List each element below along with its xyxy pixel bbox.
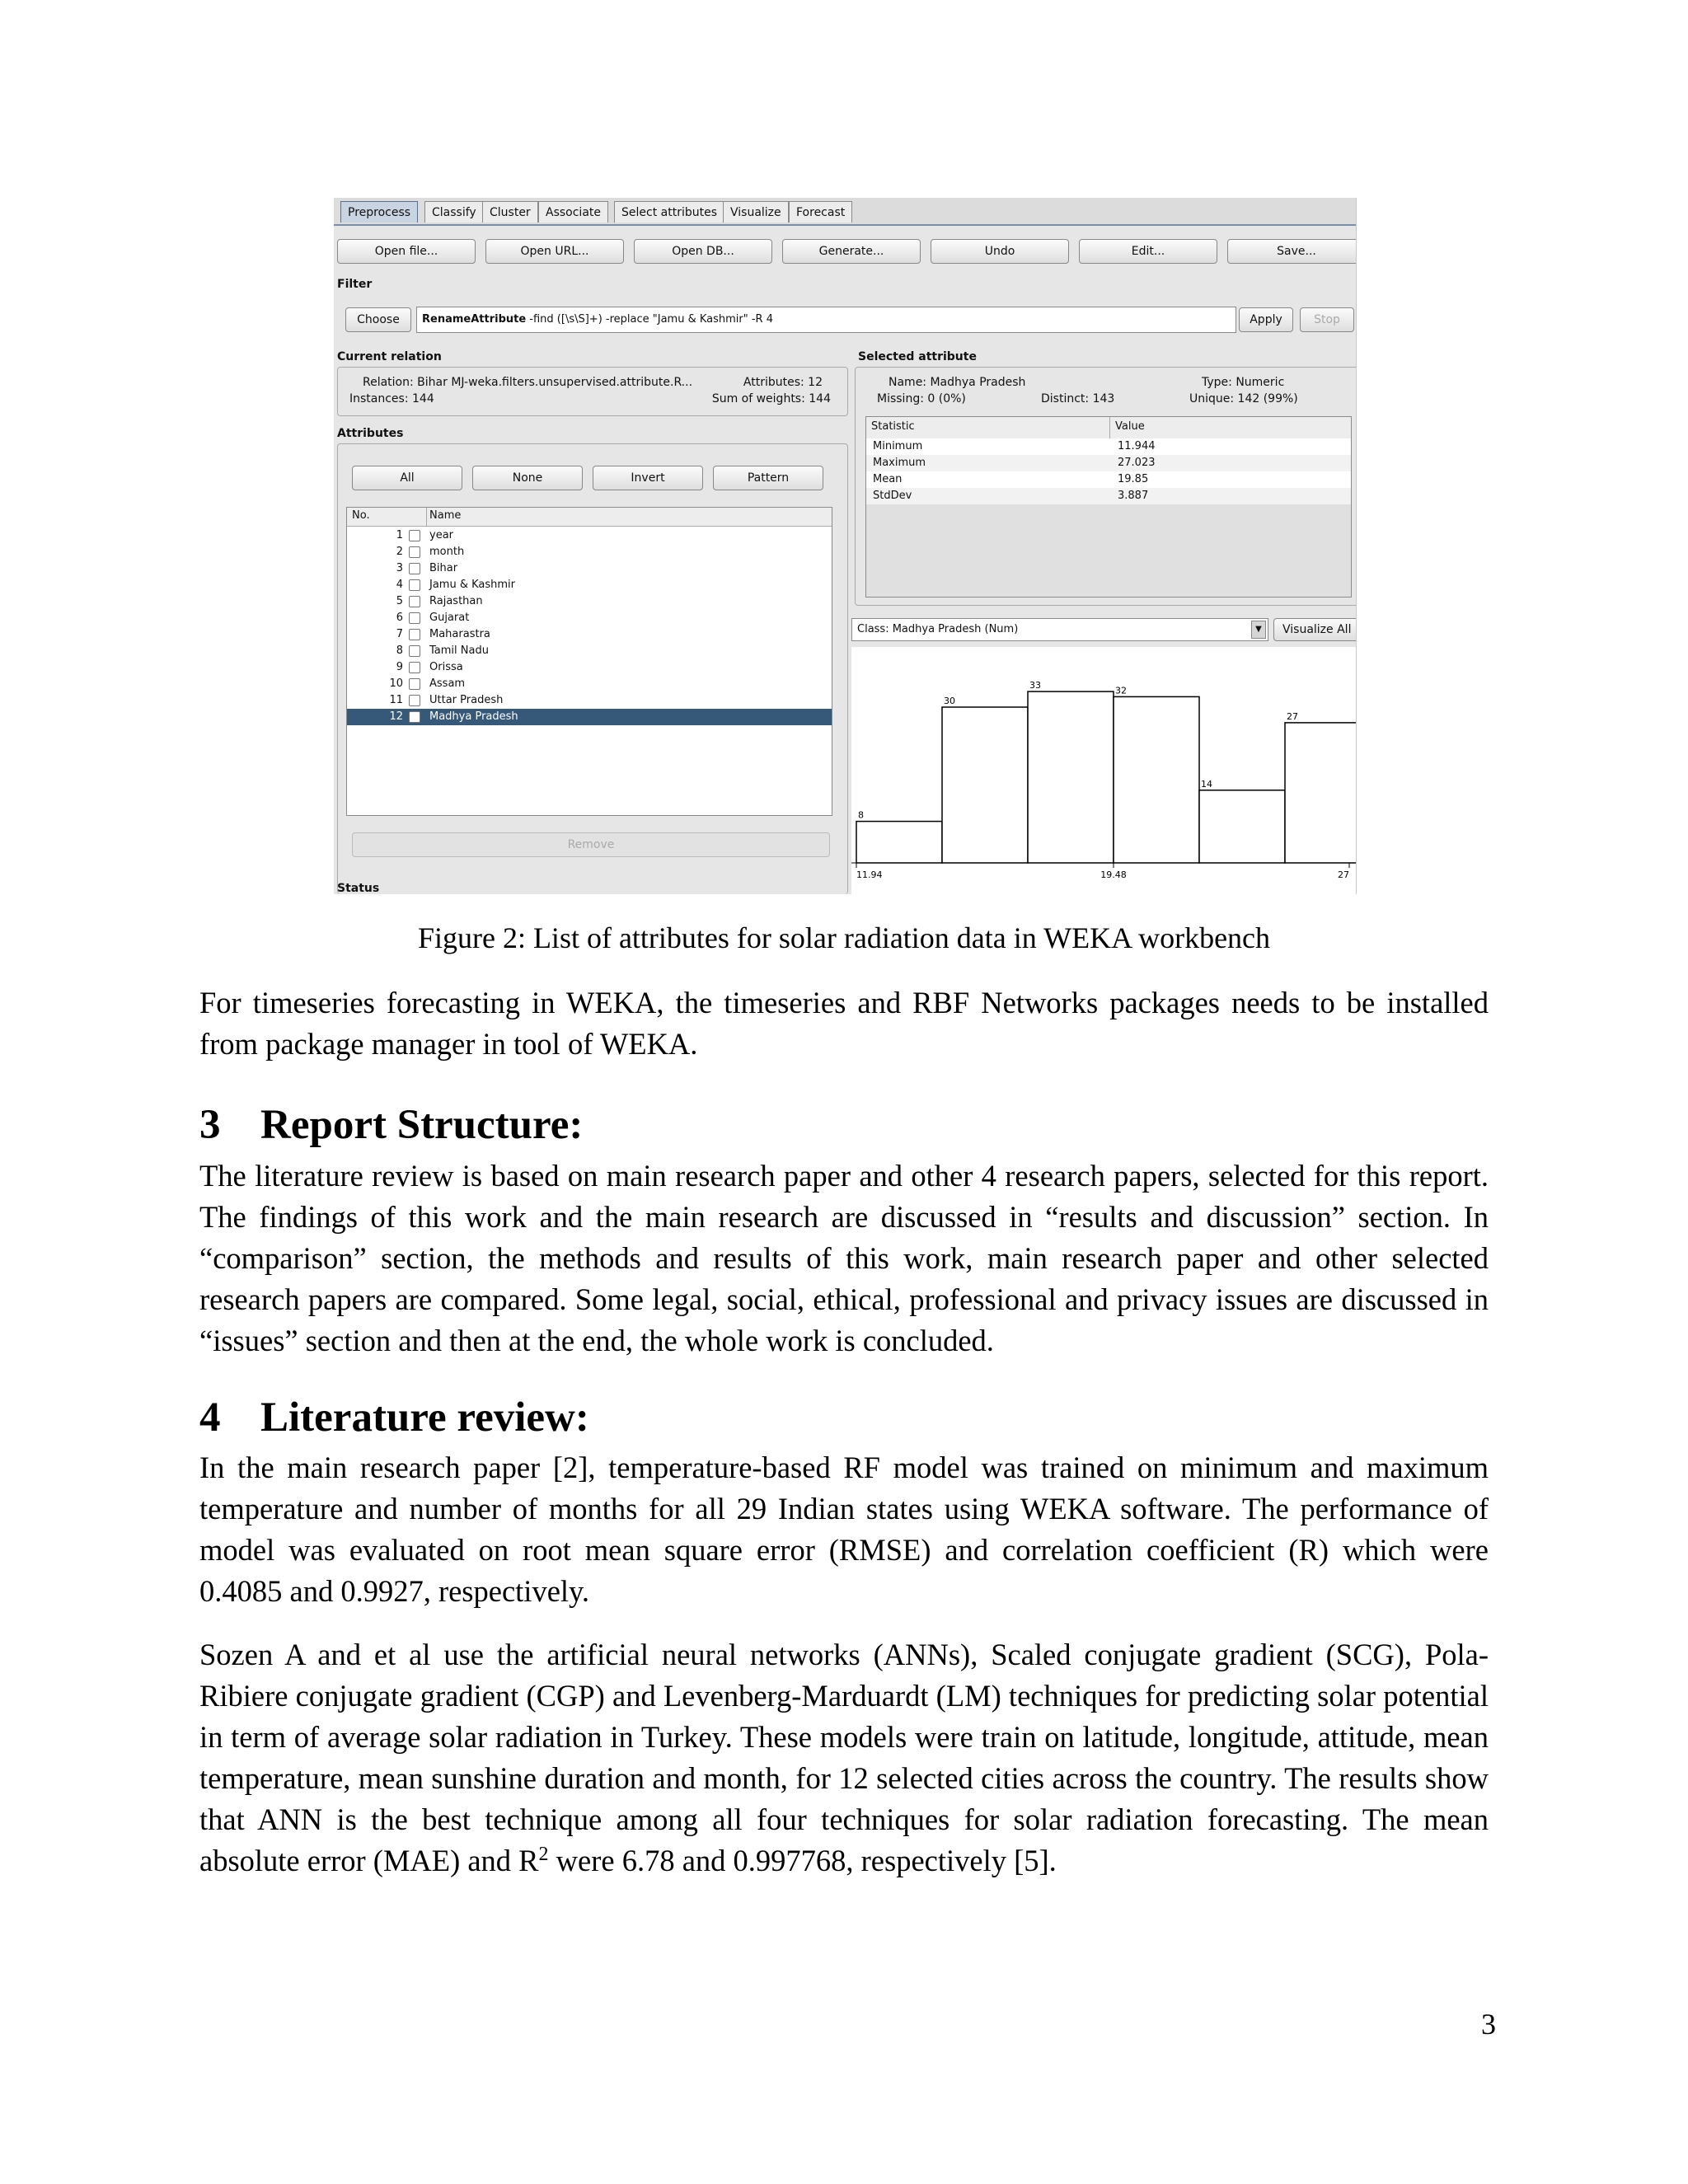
histogram-bar-label: 8	[858, 809, 864, 821]
statistic-value: 27.023	[1118, 457, 1156, 469]
attribute-checkbox[interactable]	[409, 678, 420, 690]
attribute-row[interactable]	[347, 643, 832, 659]
section-4-title: Literature review:	[260, 1394, 589, 1441]
statistic-value: 19.85	[1118, 473, 1149, 485]
filter-label: Filter	[337, 278, 373, 291]
intro-paragraph	[199, 982, 1489, 1065]
generate-button[interactable]: Generate...	[782, 239, 921, 264]
histogram-area	[851, 647, 1356, 894]
attribute-name: Jamu & Kashmir	[429, 579, 515, 591]
histogram-bar	[1199, 790, 1285, 863]
section-3-heading	[199, 1100, 583, 1150]
open-url-button[interactable]: Open URL...	[485, 239, 624, 264]
attribute-number: 7	[396, 628, 403, 640]
open-db-button[interactable]: Open DB...	[634, 239, 772, 264]
statistic-row	[866, 438, 1351, 455]
attribute-number: 9	[396, 661, 403, 673]
attributes-count-text: Attributes: 12	[743, 376, 823, 389]
attribute-checkbox[interactable]	[409, 612, 420, 624]
section-4-para1-text: In the main research paper [2], temperature-based RF model was trained on minimum and maximum temperature and number of months for all 29 Indian states using WEKA software. The performance of model was evaluated on root mean square error (RMSE) and correlation coefficient (R) which were 0.4085 and 0.9927, respectively.	[199, 1451, 1489, 1608]
open-file-button[interactable]: Open file...	[337, 239, 476, 264]
attribute-row[interactable]	[347, 659, 832, 676]
histogram-bar-label: 33	[1029, 680, 1041, 691]
class-select-value: Class: Madhya Pradesh (Num)	[857, 623, 1019, 635]
section-3-text: The literature review is based on main research paper and other 4 research papers, selected for this report. The findings of this work and the main research are discussed in “results and discussion” section. In “comparison” section, the methods and results of this work, main research paper and other selected research papers are compared. Some legal, social, ethical, professional and privacy issues are discussed in “issues” section and then at the end, the whole work is concluded.	[199, 1159, 1489, 1357]
statistic-value: 11.944	[1118, 440, 1156, 452]
weka-screenshot	[334, 198, 1357, 894]
relation-text: Relation: Bihar MJ-weka.filters.unsupervised.attribute.R...	[363, 376, 693, 389]
intro-text: For timeseries forecasting in WEKA, the timeseries and RBF Networks packages needs to be installed from package manager in tool of WEKA.	[199, 986, 1489, 1061]
current-relation-panel	[337, 367, 848, 416]
para2-superscript: 2	[538, 1843, 549, 1865]
histogram-tick-label: 27	[1338, 869, 1349, 880]
statistic-row	[866, 455, 1351, 471]
attribute-row[interactable]	[347, 610, 832, 626]
attr-missing-text: Missing: 0 (0%)	[877, 392, 966, 405]
section-4-paragraph-1	[199, 1447, 1489, 1612]
attribute-number: 6	[396, 612, 403, 624]
attribute-name: Bihar	[429, 562, 458, 574]
statistic-name: Mean	[873, 473, 903, 485]
attribute-name: Uttar Pradesh	[429, 694, 504, 706]
selected-attribute-title: Selected attribute	[858, 350, 977, 363]
attribute-row[interactable]	[347, 560, 832, 577]
attribute-checkbox[interactable]	[409, 695, 420, 706]
histogram-tick-label: 19.48	[1100, 869, 1127, 880]
section-3-number: 3	[199, 1102, 221, 1148]
attribute-number: 10	[389, 677, 403, 690]
filter-field[interactable]	[416, 307, 1236, 333]
tab-visualize[interactable]: Visualize	[723, 201, 789, 223]
none-button[interactable]: None	[472, 466, 583, 490]
page-number: 3	[1481, 2008, 1496, 2041]
choose-button[interactable]: Choose	[345, 307, 411, 332]
tab-cluster[interactable]: Cluster	[482, 201, 538, 223]
filter-name: RenameAttribute	[422, 313, 527, 326]
attribute-name: year	[429, 529, 454, 541]
histogram-tick-label: 11.94	[856, 869, 883, 880]
histogram-bar	[1114, 696, 1199, 863]
statistic-row	[866, 471, 1351, 488]
attribute-number: 12	[389, 710, 403, 723]
section-4-number: 4	[199, 1394, 221, 1441]
pattern-button[interactable]: Pattern	[713, 466, 823, 490]
section-3-paragraph	[199, 1155, 1489, 1361]
attribute-row[interactable]	[347, 692, 832, 709]
attribute-checkbox[interactable]	[409, 546, 420, 558]
histogram-bar	[1028, 691, 1114, 863]
attribute-number: 5	[396, 595, 403, 607]
attribute-row[interactable]	[347, 544, 832, 560]
col-value: Value	[1115, 420, 1145, 433]
attribute-row[interactable]	[347, 709, 832, 725]
section-3-title: Report Structure:	[260, 1102, 584, 1148]
attribute-name: Gujarat	[429, 612, 470, 624]
apply-button[interactable]: Apply	[1239, 307, 1293, 332]
histogram-bar-label: 30	[944, 696, 955, 706]
dropdown-arrow-icon[interactable]: ▼	[1251, 621, 1266, 639]
statistic-row	[866, 488, 1351, 504]
statistic-name: Maximum	[873, 457, 926, 469]
all-button[interactable]: All	[352, 466, 462, 490]
attribute-name: Orissa	[429, 661, 463, 673]
histogram-chart	[851, 647, 1356, 894]
tab-forecast[interactable]: Forecast	[789, 201, 852, 223]
tab-classify[interactable]: Classify	[424, 201, 484, 223]
tab-preprocess[interactable]: Preprocess	[340, 201, 418, 223]
remove-button[interactable]: Remove	[352, 832, 830, 857]
para2-part2: were 6.78 and 0.997768, respectively [5].	[548, 1844, 1057, 1877]
attribute-checkbox[interactable]	[409, 596, 420, 607]
attribute-number: 11	[389, 694, 403, 706]
histogram-bar	[856, 822, 942, 863]
attribute-number: 2	[396, 546, 403, 558]
histogram-bar	[942, 707, 1028, 863]
stop-button[interactable]: Stop	[1300, 307, 1354, 332]
attribute-number: 3	[396, 562, 403, 574]
filter-args: -find ([\s\S]+) -replace "Jamu & Kashmir" -R 4	[526, 313, 773, 326]
tab-bar	[334, 198, 1356, 226]
col-name: Name	[429, 509, 462, 522]
attribute-number: 1	[396, 529, 403, 541]
attribute-checkbox[interactable]	[409, 711, 420, 723]
attribute-row[interactable]	[347, 676, 832, 692]
section-4-heading	[199, 1393, 589, 1442]
statistic-name: StdDev	[873, 490, 912, 502]
section-4-paragraph-2	[199, 1634, 1489, 1882]
attribute-name: Maharastra	[429, 628, 490, 640]
col-statistic: Statistic	[871, 420, 915, 433]
col-no: No.	[352, 509, 370, 522]
attribute-name: Tamil Nadu	[429, 644, 489, 657]
status-label: Status	[337, 882, 380, 894]
save-button[interactable]: Save...	[1227, 239, 1357, 264]
para2-part1: Sozen A and et al use the artificial neural networks (ANNs), Scaled conjugate gradient (SCG), Pola-Ribiere conjugate gradient (CGP) and Levenberg-Marduardt (LM) techniques for predicting solar potential in term of average solar radiation in Turkey. These models were train on latitude, longitude, attitude, mean temperature, mean sunshine duration and month, for 12 selected cities across the country. The results show that ANN is the best technique among all four techniques for solar radiation forecasting. The mean absolute error (MAE) and R	[199, 1638, 1489, 1877]
histogram-bar-label: 32	[1115, 685, 1127, 696]
visualize-all-button[interactable]: Visualize All	[1273, 618, 1357, 641]
statistics-table	[865, 416, 1352, 598]
attr-distinct-text: Distinct: 143	[1041, 392, 1115, 405]
histogram-bar-label: 14	[1201, 778, 1212, 790]
section-4-para2-text	[199, 1634, 1489, 1882]
attribute-row[interactable]	[347, 577, 832, 593]
invert-button[interactable]: Invert	[593, 466, 703, 490]
statistics-header	[866, 417, 1351, 439]
statistic-name: Minimum	[873, 440, 923, 452]
attribute-name: Assam	[429, 677, 466, 690]
attr-name-text: Name: Madhya Pradesh	[889, 376, 1026, 389]
attribute-number: 8	[396, 644, 403, 657]
attr-type-text: Type: Numeric	[1202, 376, 1285, 389]
attribute-checkbox[interactable]	[409, 530, 420, 541]
attribute-checkbox[interactable]	[409, 645, 420, 657]
attributes-title: Attributes	[337, 427, 404, 440]
attribute-row[interactable]	[347, 527, 832, 544]
class-select[interactable]	[851, 618, 1268, 641]
sum-of-weights-text: Sum of weights: 144	[711, 392, 831, 405]
attribute-name: month	[429, 546, 465, 558]
attribute-name: Madhya Pradesh	[429, 710, 518, 723]
histogram-bar	[1285, 723, 1356, 863]
tab-select-attributes[interactable]: Select attributes	[614, 201, 724, 223]
figure-caption: Figure 2: List of attributes for solar radiation data in WEKA workbench	[417, 921, 1271, 954]
current-relation-title: Current relation	[337, 350, 442, 363]
tab-associate[interactable]: Associate	[538, 201, 608, 223]
instances-text: Instances: 144	[349, 392, 434, 405]
histogram-bar-label: 27	[1287, 710, 1298, 722]
attribute-checkbox[interactable]	[409, 563, 420, 574]
undo-button[interactable]: Undo	[931, 239, 1069, 264]
edit-button[interactable]: Edit...	[1079, 239, 1217, 264]
attribute-row[interactable]	[347, 626, 832, 643]
statistic-value: 3.887	[1118, 490, 1149, 502]
attribute-list-header	[347, 508, 832, 527]
attribute-checkbox[interactable]	[409, 629, 420, 640]
attribute-checkbox[interactable]	[409, 579, 420, 591]
attribute-list[interactable]	[346, 507, 832, 816]
attribute-number: 4	[396, 579, 403, 591]
attribute-row[interactable]	[347, 593, 832, 610]
attribute-checkbox[interactable]	[409, 662, 420, 673]
attribute-name: Rajasthan	[429, 595, 483, 607]
attr-unique-text: Unique: 142 (99%)	[1189, 392, 1298, 405]
